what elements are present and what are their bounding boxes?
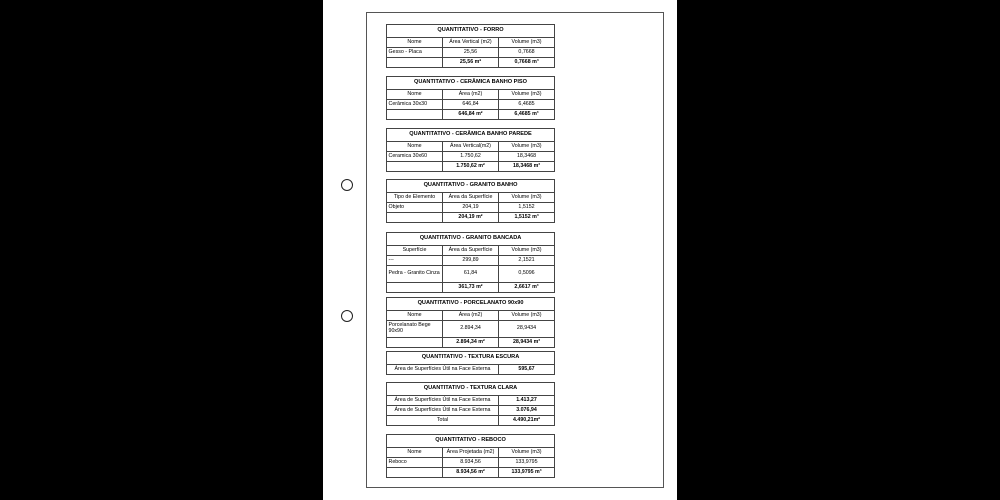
column-header: Volume (m3) [499, 38, 555, 48]
table-title: QUANTITATIVO - CERÂMICA BANHO PAREDE [387, 129, 555, 142]
column-header: Área Vertical(m2) [443, 142, 499, 152]
table-title: QUANTITATIVO - PORCELANATO 90x90 [387, 298, 555, 311]
table-ceramica-parede [386, 128, 555, 172]
table-row: Pedra - Granito Cinza 61,84 0,5096 [387, 266, 555, 283]
table-title: QUANTITATIVO - REBOCO [387, 435, 555, 448]
total-row: 2.894,34 m² 28,9434 m³ [387, 338, 555, 348]
table-textura-clara [386, 382, 555, 426]
column-header: Volume (m3) [499, 193, 555, 203]
table-row: Reboco 8.934,56 133,9795 [387, 458, 555, 468]
table-granito-bancada [386, 232, 555, 293]
total-row: 361,73 m² 2,6617 m³ [387, 283, 555, 293]
table-granito-banho [386, 179, 555, 223]
table-forro [386, 24, 555, 68]
column-header: Nome [387, 448, 443, 458]
column-header: Área (m2) [443, 311, 499, 321]
table-row: --- 299,89 2,1521 [387, 256, 555, 266]
table-title: QUANTITATIVO - GRANITO BANHO [387, 180, 555, 193]
table-title: QUANTITATIVO - CERÂMICA BANHO PISO [387, 77, 555, 90]
column-header: Área Vertical (m2) [443, 38, 499, 48]
table-porcelanato [386, 297, 555, 348]
total-row: 646,84 m² 6,4685 m³ [387, 110, 555, 120]
column-header: Área da Superfície [443, 246, 499, 256]
table-ceramica-piso [386, 76, 555, 120]
table-textura-escura [386, 351, 555, 375]
table-row: Área de Superfícies Útil na Face Externa 595,67 [387, 365, 555, 375]
table-row: Porcelanato Bege 90x90 2.894,34 28,9434 [387, 321, 555, 338]
column-header: Superfície [387, 246, 443, 256]
table-title: QUANTITATIVO - GRANITO BANCADA [387, 233, 555, 246]
column-header: Volume (m3) [499, 246, 555, 256]
total-row: 25,56 m² 0,7668 m³ [387, 58, 555, 68]
total-row: 204,19 m² 1,5152 m³ [387, 213, 555, 223]
column-header: Nome [387, 38, 443, 48]
column-header: Área da Superfície [443, 193, 499, 203]
table-row: Ceramica 30x60 1.750,62 18,3468 [387, 152, 555, 162]
column-header: Volume (m3) [499, 142, 555, 152]
table-row: Área de Superfícies Útil na Face Externa 1.413,27 [387, 396, 555, 406]
table-row: Gesso - Placa 25,56 0,7668 [387, 48, 555, 58]
column-header: Volume (m3) [499, 311, 555, 321]
column-header: Volume (m3) [499, 90, 555, 100]
table-row: Cerâmica 30x30 646,84 6,4685 [387, 100, 555, 110]
column-header: Nome [387, 311, 443, 321]
table-title: QUANTITATIVO - TEXTURA CLARA [387, 383, 555, 396]
table-title: QUANTITATIVO - TEXTURA ESCURA [387, 352, 555, 365]
column-header: Área (m2) [443, 90, 499, 100]
total-row: Total 4.490,21m² [387, 416, 555, 426]
column-header: Nome [387, 142, 443, 152]
column-header: Tipo de Elemento [387, 193, 443, 203]
table-reboco [386, 434, 555, 478]
binder-hole [341, 179, 353, 191]
binder-hole [341, 310, 353, 322]
table-row: Objeto 204,19 1,5152 [387, 203, 555, 213]
table-title: QUANTITATIVO - FORRO [387, 25, 555, 38]
total-row: 8.934,56 m² 133,9795 m³ [387, 468, 555, 478]
column-header: Volume (m3) [499, 448, 555, 458]
column-header: Área Projetada (m2) [443, 448, 499, 458]
total-row: 1.750,62 m² 18,3468 m³ [387, 162, 555, 172]
column-header: Nome [387, 90, 443, 100]
table-row: Área de Superfícies Útil na Face Externa 3.076,94 [387, 406, 555, 416]
